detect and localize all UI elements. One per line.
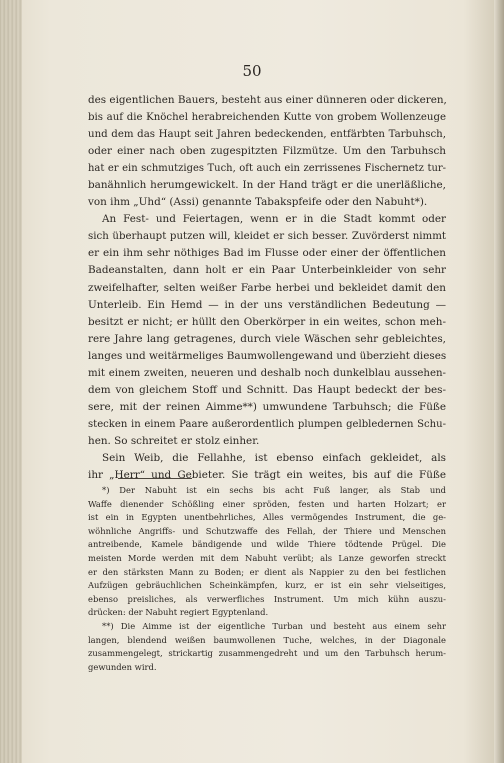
text-line: hen. So schreitet er stolz einher. [88, 434, 260, 447]
text-line: oder einer nach oben zugespitzten Filzmütze. Um den Tarbuhsch [88, 145, 446, 158]
footnote-line: ebenso preisliches, als verwerfliches Instrument. Um mich kühn auszu- [88, 593, 446, 604]
footnote-line: er den stärksten Mann zu Boden; er dient als Nappier zu den bei festlichen [88, 566, 446, 577]
text-line: Unterleib. Ein Hemd — in der uns verständlichen Bedeutung — [88, 298, 446, 311]
text-line: An Fest- und Feiertagen, wenn er in die Stadt kommt oder [102, 213, 446, 226]
page-edge [494, 0, 504, 763]
footnote-divider [118, 478, 192, 479]
text-line: ihr „Herr“ und Gebieter. Sie trägt ein weites, bis auf die Füße [88, 469, 446, 482]
footnote-line: zusammengelegt, strickartig zusammengedreht und um den Tarbuhsch herum- [88, 648, 446, 659]
footnotes [88, 484, 446, 674]
text-line: hat er ein schmutziges Tuch, oft auch ein zerrissenes Fischernetz tur- [88, 163, 446, 175]
text-line: besitzt er nicht; er hüllt den Oberkörper in ein weites, schon meh- [88, 315, 446, 328]
footnote-line: *) Der Nabuht ist ein sechs bis acht Fuß langer, als Stab und [102, 485, 446, 495]
text-line: dem von gleichem Stoff und Schnitt. Das Haupt bedeckt der bes- [88, 383, 446, 396]
text-line: mit einem zweiten, neueren und deshalb noch dunkelblau aussehen- [88, 367, 446, 379]
text-line: banähnlich herumgewickelt. In der Hand trägt er die unerläßliche, [88, 179, 446, 192]
text-line: rere Jahre lang getragenes, durch viele Wäschen sehr gebleichtes, [88, 332, 446, 345]
footnote-line: ist ein in Egypten unentbehrliches, Alles vermögendes Instrument, die ge- [88, 512, 446, 523]
footnote-line: Waffe dienender Schößling einer spröden, festen und harten Holzart; er [88, 498, 446, 509]
main-text [88, 92, 446, 484]
footnote-line: **) Die Aimme ist der eigentliche Turban und besteht aus einem sehr [102, 620, 446, 631]
text-line: Badeanstalten, dann holt er ein Paar Unterbeinkleider von sehr [88, 264, 446, 277]
footnote-line: meisten Morde werden mit dem Nabuht verübt; als Lanze geworfen streckt [88, 552, 446, 563]
footnote-line: langen, blendend weißen baumwollenen Tuche, welches, in der Diagonale [88, 634, 446, 645]
footnote-line: gewunden wird. [88, 661, 157, 672]
page-number: 50 [242, 62, 262, 80]
text-line: langes und weitärmeliges Baumwollengewand und überzieht dieses [88, 349, 447, 362]
footnote-line: drücken: der Nabuht regiert Egyptenland. [88, 607, 269, 618]
text-line: stecken in einem Paare außerordentlich plumpen gelbledernen Schu- [88, 418, 446, 430]
text-line: er ein ihm sehr nöthiges Bad im Flusse oder einer der öffentlichen [88, 247, 446, 260]
footnote-line: antreibende, Kamele bändigende und wilde Thiere tödtende Prügel. Die [88, 539, 446, 550]
text-line: bis auf die Knöchel herabreichenden Kutte von grobem Wollenzeuge [88, 112, 446, 124]
footnote-line: Aufzügen gebräuchlichen Scheinkämpfen, kurz, er ist ein sehr vielseitiges, [88, 580, 446, 591]
text-line: Sein Weib, die Fellahhe, ist ebenso einfach gekleidet, als [102, 451, 446, 464]
text-line: zweifelhafter, selten weißer Farbe herbei und bekleidet damit den [88, 281, 446, 294]
text-line: sich überhaupt putzen will, kleidet er sich besser. Zuvörderst nimmt [88, 231, 446, 243]
book-spine-shadow [0, 0, 22, 763]
text-line: und dem das Haupt seit Jahren bedeckenden, entfärbten Tarbuhsch, [88, 129, 446, 141]
text-line: sere, mit der reinen Aimme**) umwundene Tarbuhsch; die Füße [88, 400, 446, 413]
footnote-line: wöhnliche Angriffs- und Schutzwaffe des Fellah, der Thiere und Menschen [88, 525, 446, 536]
text-line: des eigentlichen Bauers, besteht aus einer dünneren oder dickeren, [88, 94, 447, 106]
text-line: von ihm „Uhd“ (Assi) genannte Tabakspfeife oder den Nabuht*). [88, 196, 428, 209]
